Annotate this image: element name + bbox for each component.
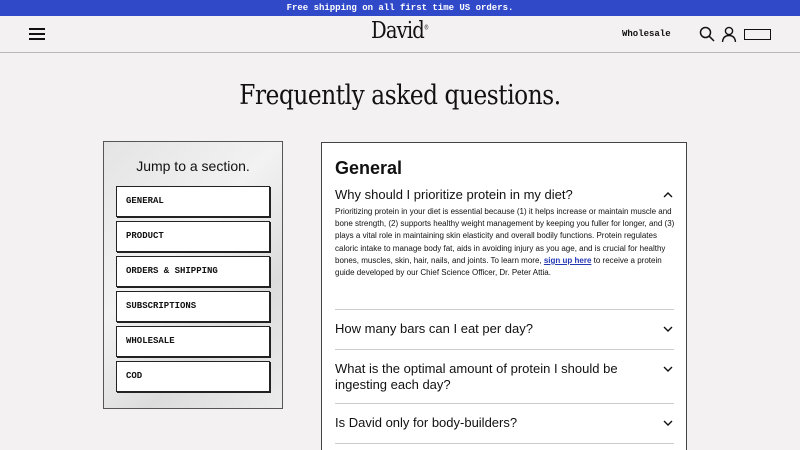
faq-question-1[interactable]: Why should I prioritize protein in my diet? (335, 187, 573, 202)
section-button-wholesale[interactable]: WHOLESALE (116, 326, 270, 357)
top-navigation (0, 16, 800, 53)
logo-text[interactable]: David (370, 18, 424, 44)
section-button-cod[interactable]: COD (116, 361, 270, 392)
answer-text: Prioritizing protein in your diet is essential because (1) it helps increase or maintain muscle and bone strength, (2) supports healthy weight management by keeping you fuller for longer, and (3) plays a vital role in maintaining skin elasticity and overall bodily functions. Protein regulates caloric intake to manage body fat, aids in avoiding injury as you age, and is crucial for healthy bones, muscles, skin, hair, nails, and joints. To learn more, (335, 207, 675, 265)
section-button-product[interactable]: PRODUCT (116, 221, 270, 252)
search-icon[interactable] (699, 26, 715, 42)
section-button-orders-shipping[interactable]: ORDERS & SHIPPING (116, 256, 270, 287)
chevron-down-icon[interactable] (662, 363, 674, 375)
divider (335, 403, 674, 404)
answer-text-end: to receive a protein guide developed by our Chief Science Officer, Dr. Peter Attia. (335, 255, 662, 278)
wholesale-link[interactable]: Wholesale (622, 29, 671, 39)
jump-to-section-panel (103, 141, 283, 409)
section-button-subscriptions[interactable]: SUBSCRIPTIONS (116, 291, 270, 322)
registered-mark: ® (423, 24, 429, 32)
divider (335, 349, 674, 350)
faq-question-2[interactable]: How many bars can I eat per day? (335, 321, 533, 336)
faq-answer-1 (335, 206, 675, 279)
section-heading: General (335, 158, 403, 178)
user-icon[interactable] (721, 26, 737, 42)
chevron-down-icon[interactable] (662, 323, 674, 335)
page-title: Frequently asked questions. (239, 80, 561, 111)
divider (335, 443, 674, 444)
chevron-up-icon[interactable] (662, 189, 674, 201)
faq-question-4[interactable]: Is David only for body-builders? (335, 415, 518, 430)
sign-up-link[interactable]: sign up here (543, 255, 592, 265)
menu-icon[interactable] (29, 28, 45, 40)
divider (335, 309, 674, 310)
faq-question-3[interactable]: What is the optimal amount of protein I should be ingesting each day? (335, 361, 618, 392)
chevron-down-icon[interactable] (662, 417, 674, 429)
faq-panel (321, 142, 687, 450)
section-button-general[interactable]: GENERAL (116, 186, 270, 217)
cart-icon[interactable] (744, 29, 771, 40)
jump-title: Jump to a section. (136, 158, 250, 174)
promo-banner: Free shipping on all first time US orders. (0, 0, 800, 16)
